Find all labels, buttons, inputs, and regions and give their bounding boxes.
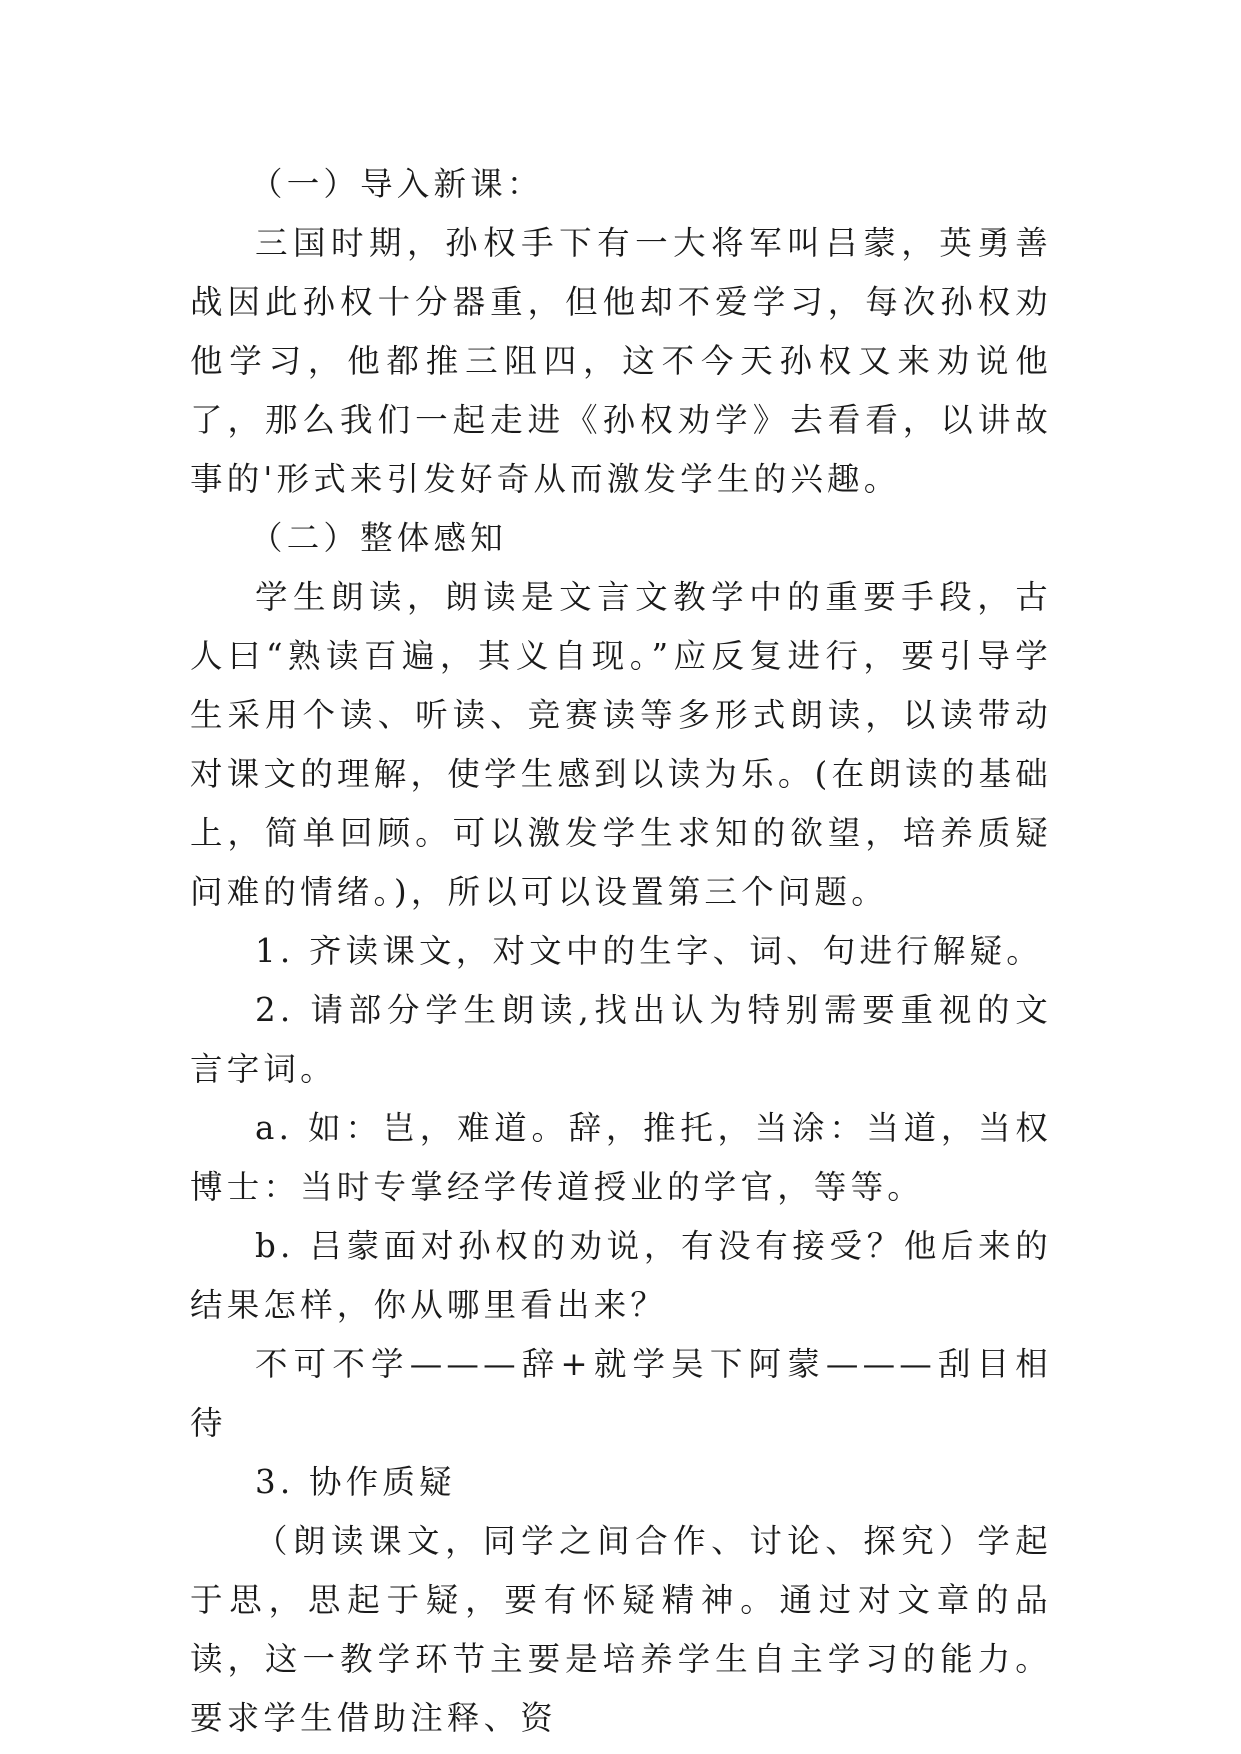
list-item-a: a. 如：岂，难道。辞，推托，当涂：当道，当权博士：当时专掌经学传道授业的学官，等等。 — [190, 1109, 1052, 1206]
list-item-1: 1. 齐读课文，对文中的生字、词、句进行解疑。 — [255, 932, 1043, 970]
paragraph-three-kingdoms: 三国时期，孙权手下有一大将军叫吕蒙，英勇善战因此孙权十分器重，但他却不爱学习，每次孙权劝他学习，他都推三阻四，这不今天孙权又来劝说他了，那么我们一起走进《孙权劝学》去看看，以讲故事的'形式来引发好奇从而激发学生的兴趣。 — [190, 224, 1052, 498]
paragraph-reading-aloud: 学生朗读，朗读是文言文教学中的重要手段，古人曰“熟读百遍，其义自现。”应反复进行，要引导学生采用个读、听读、竞赛读等多形式朗读，以读带动对课文的理解，使学生感到以读为乐。(在朗读的基础上，简单回顾。可以激发学生求知的欲望，培养质疑问难的情绪。)，所以可以设置第三个问题。 — [190, 578, 1052, 911]
list-item-3: 3. 协作质疑 — [255, 1463, 456, 1501]
list-item-2: 2. 请部分学生朗读,找出认为特别需要重视的文言字词。 — [190, 991, 1052, 1088]
paragraph-collaboration: （朗读课文，同学之间合作、讨论、探究）学起于思，思起于疑，要有怀疑精神。通过对文章的品读，这一教学环节主要是培养学生自主学习的能力。要求学生借助注释、资 — [190, 1522, 1052, 1737]
list-item-b: b. 吕蒙面对孙权的劝说，有没有接受？他后来的结果怎样，你从哪里看出来？ — [190, 1227, 1052, 1324]
section-heading-overview: （二）整体感知 — [250, 519, 507, 557]
section-heading-intro: （一）导入新课： — [250, 165, 544, 203]
document-body — [190, 155, 1052, 1748]
summary-line: 不可不学———辞+就学吴下阿蒙———刮目相待 — [190, 1345, 1052, 1442]
